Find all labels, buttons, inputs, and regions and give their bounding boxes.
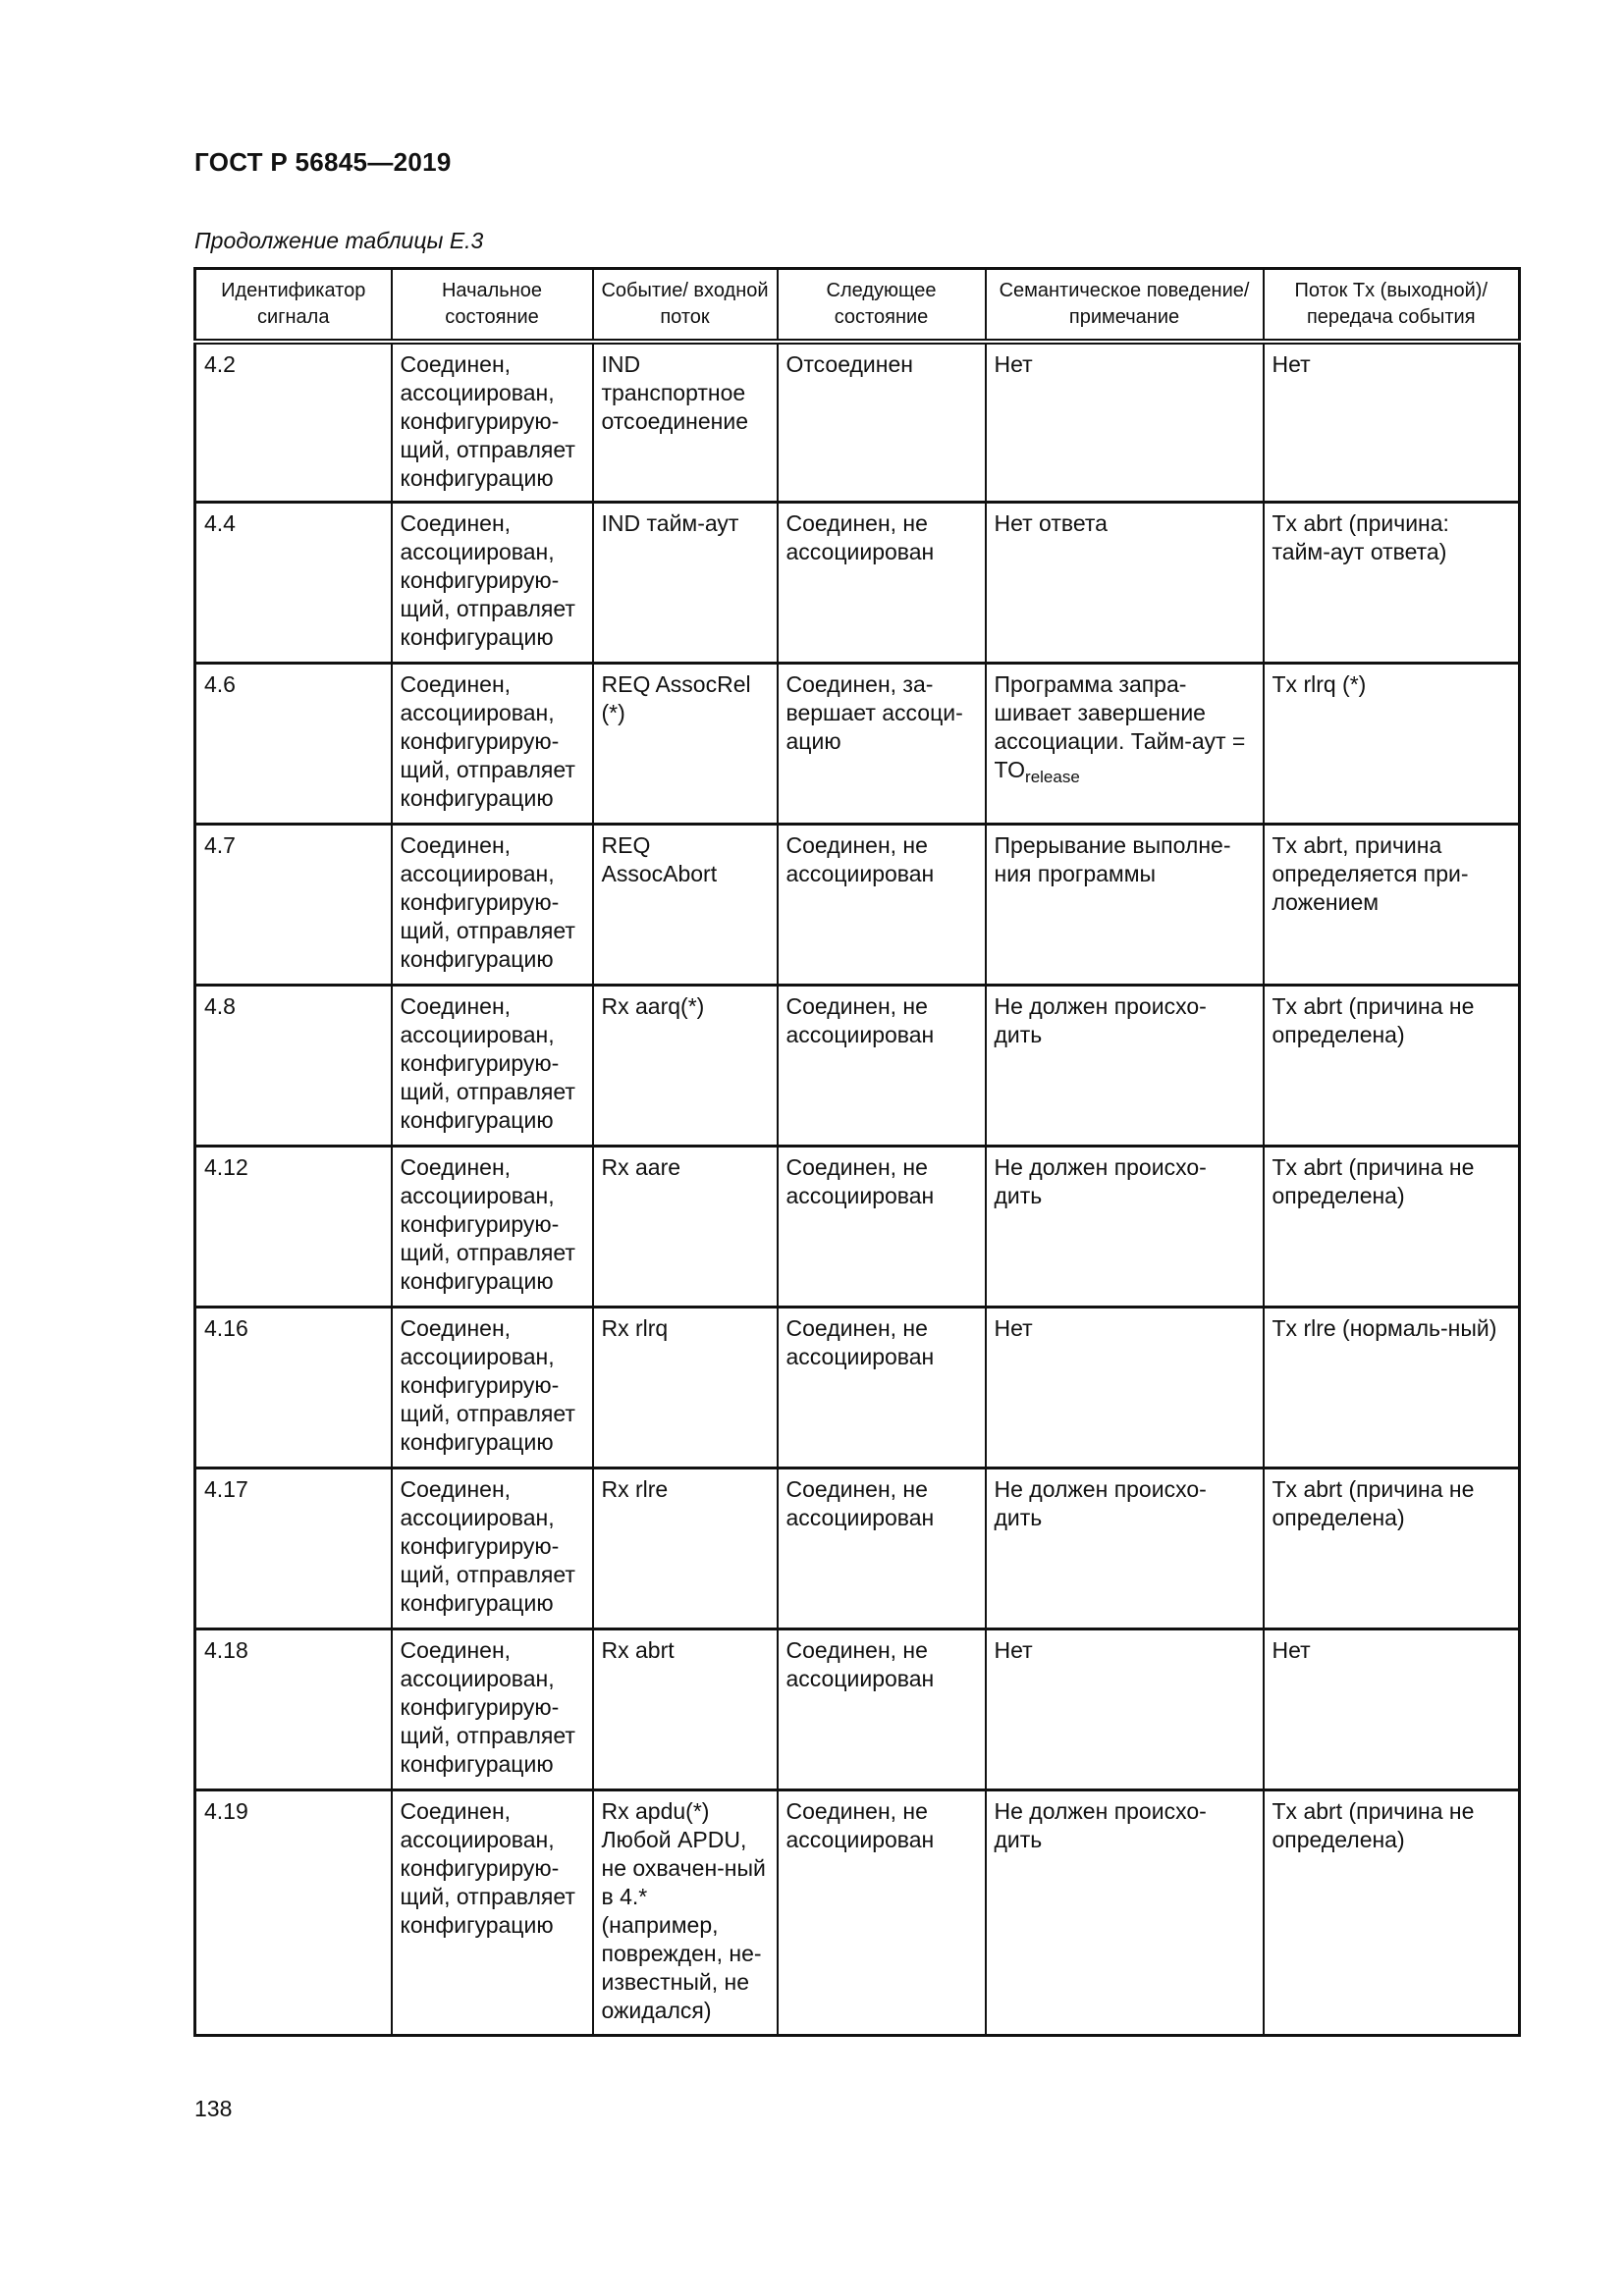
page-number: 138	[194, 2096, 233, 2121]
cell-semantic	[986, 664, 1264, 825]
cell-signal-id: 4.4	[195, 503, 392, 664]
cell-tx: Tx abrt (причина не определена)	[1264, 1147, 1520, 1308]
cell-event: REQ AssocAbort	[593, 825, 778, 986]
table-row	[195, 1308, 1520, 1468]
cell-next-state: Соединен, не ассоциирован	[778, 825, 986, 986]
cell-event: REQ AssocRel (*)	[593, 664, 778, 825]
cell-event: Rx aare	[593, 1147, 778, 1308]
table-row	[195, 664, 1520, 825]
column-header-signal-id: Идентификатор сигнала	[195, 269, 392, 342]
cell-next-state: Соединен, не ассоциирован	[778, 1147, 986, 1308]
table-row	[195, 342, 1520, 503]
cell-semantic: Нет	[986, 1629, 1264, 1790]
cell-event: Rx rlre	[593, 1468, 778, 1629]
cell-signal-id: 4.7	[195, 825, 392, 986]
column-header-next-state: Следующее состояние	[778, 269, 986, 342]
semantic-text: Программа запра-шивает завершение ассоциации. Тайм-аут = TO	[994, 671, 1246, 782]
cell-signal-id: 4.6	[195, 664, 392, 825]
cell-semantic: Нет	[986, 1308, 1264, 1468]
cell-signal-id: 4.8	[195, 986, 392, 1147]
cell-initial-state: Соединен, ассоциирован, конфигурирую-щий, отправляет конфигурацию	[392, 342, 593, 503]
cell-next-state: Соединен, не ассоциирован	[778, 1629, 986, 1790]
cell-signal-id: 4.2	[195, 342, 392, 503]
table-header-row	[195, 269, 1520, 342]
cell-initial-state: Соединен, ассоциирован, конфигурирую-щий, отправляет конфигурацию	[392, 1629, 593, 1790]
cell-semantic: Не должен происхо-дить	[986, 1147, 1264, 1308]
cell-signal-id: 4.18	[195, 1629, 392, 1790]
table-caption: Продолжение таблицы Е.3	[194, 228, 484, 253]
cell-next-state: Соединен, не ассоциирован	[778, 1790, 986, 2036]
cell-initial-state: Соединен, ассоциирован, конфигурирую-щий, отправляет конфигурацию	[392, 1147, 593, 1308]
cell-event: IND тайм-аут	[593, 503, 778, 664]
cell-semantic: Нет ответа	[986, 503, 1264, 664]
cell-initial-state: Соединен, ассоциирован, конфигурирую-щий, отправляет конфигурацию	[392, 825, 593, 986]
table-row	[195, 503, 1520, 664]
cell-tx: Нет	[1264, 1629, 1520, 1790]
cell-semantic: Не должен происхо-дить	[986, 986, 1264, 1147]
cell-initial-state: Соединен, ассоциирован, конфигурирую-щий, отправляет конфигурацию	[392, 1468, 593, 1629]
cell-next-state: Соединен, за-вершает ассоци-ацию	[778, 664, 986, 825]
table-row	[195, 825, 1520, 986]
cell-tx: Tx abrt, причина определяется при-ложением	[1264, 825, 1520, 986]
cell-tx: Нет	[1264, 342, 1520, 503]
cell-semantic: Прерывание выполне-ния программы	[986, 825, 1264, 986]
cell-tx: Tx abrt (причина не определена)	[1264, 1790, 1520, 2036]
cell-next-state: Отсоединен	[778, 342, 986, 503]
cell-event: Rx aarq(*)	[593, 986, 778, 1147]
cell-tx: Tx abrt (причина: тайм-аут ответа)	[1264, 503, 1520, 664]
cell-signal-id: 4.12	[195, 1147, 392, 1308]
table-row	[195, 1468, 1520, 1629]
state-transition-table	[193, 267, 1521, 2037]
cell-tx: Tx abrt (причина не определена)	[1264, 1468, 1520, 1629]
column-header-initial-state: Начальное состояние	[392, 269, 593, 342]
cell-initial-state: Соединен, ассоциирован, конфигурирую-щий, отправляет конфигурацию	[392, 1790, 593, 2036]
document-header: ГОСТ Р 56845—2019	[194, 147, 452, 177]
cell-next-state: Соединен, не ассоциирован	[778, 1308, 986, 1468]
column-header-semantic: Семантическое поведение/примечание	[986, 269, 1264, 342]
cell-tx: Tx rlrq (*)	[1264, 664, 1520, 825]
cell-signal-id: 4.19	[195, 1790, 392, 2036]
cell-initial-state: Соединен, ассоциирован, конфигурирую-щий, отправляет конфигурацию	[392, 986, 593, 1147]
cell-semantic: Не должен происхо-дить	[986, 1790, 1264, 2036]
cell-initial-state: Соединен, ассоциирован, конфигурирую-щий, отправляет конфигурацию	[392, 664, 593, 825]
cell-next-state: Соединен, не ассоциирован	[778, 503, 986, 664]
cell-next-state: Соединен, не ассоциирован	[778, 986, 986, 1147]
column-header-tx: Поток Tx (выходной)/ передача события	[1264, 269, 1520, 342]
cell-initial-state: Соединен, ассоциирован, конфигурирую-щий, отправляет конфигурацию	[392, 1308, 593, 1468]
table-row	[195, 1629, 1520, 1790]
cell-tx: Tx abrt (причина не определена)	[1264, 986, 1520, 1147]
column-header-event: Событие/ входной поток	[593, 269, 778, 342]
cell-event: Rx abrt	[593, 1629, 778, 1790]
cell-tx: Tx rlre (нормаль-ный)	[1264, 1308, 1520, 1468]
semantic-subscript: release	[1025, 768, 1080, 786]
table-row	[195, 1147, 1520, 1308]
table-row	[195, 986, 1520, 1147]
table-row	[195, 1790, 1520, 2036]
cell-event: IND транспортное отсоединение	[593, 342, 778, 503]
cell-event: Rx apdu(*) Любой APDU, не охвачен-ный в 4.* (например, поврежден, не-известный, не ожидался)	[593, 1790, 778, 2036]
cell-signal-id: 4.16	[195, 1308, 392, 1468]
cell-signal-id: 4.17	[195, 1468, 392, 1629]
cell-semantic: Нет	[986, 342, 1264, 503]
cell-event: Rx rlrq	[593, 1308, 778, 1468]
cell-next-state: Соединен, не ассоциирован	[778, 1468, 986, 1629]
cell-semantic: Не должен происхо-дить	[986, 1468, 1264, 1629]
cell-initial-state: Соединен, ассоциирован, конфигурирую-щий, отправляет конфигурацию	[392, 503, 593, 664]
